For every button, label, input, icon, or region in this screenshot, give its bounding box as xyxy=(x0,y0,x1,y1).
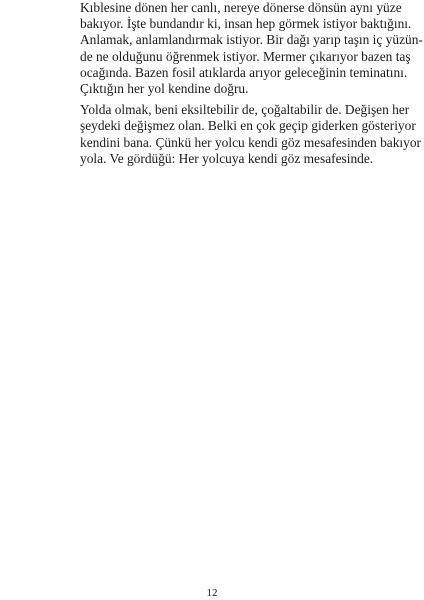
paragraph-1 xyxy=(80,0,423,97)
text-line: kendini bana. Çünkü her yolcu kendi göz mesafesinden bakıyor xyxy=(80,134,421,150)
text-line: Anlamak, anlamlandırmak istiyor. Bir dağı yarıp taşın iç yüzün- xyxy=(80,32,423,48)
body-text xyxy=(80,0,423,172)
text-line: Kıblesine dönen her canlı, nereye dönerse dönsün aynı yüze xyxy=(80,0,402,15)
text-line: yola. Ve gördüğü: Her yolcuya kendi göz mesafesinde. xyxy=(80,150,374,166)
text-line: Yolda olmak, beni eksiltebilir de, çoğaltabilir de. Değişen her xyxy=(80,102,410,118)
text-line: şeydeki değişmez olan. Belki en çok geçip giderken gösteriyor xyxy=(80,118,416,134)
text-line: bakıyor. İşte bundandır ki, insan hep görmek istiyor baktığını. xyxy=(80,16,412,32)
text-line: ocağında. Bazen fosil atıklarda arıyor geleceğinin teminatını. xyxy=(80,64,408,80)
text-line: Çıktığın her yol kendine doğru. xyxy=(80,81,249,97)
paragraph-2 xyxy=(80,102,421,167)
text-line: de ne olduğunu öğrenmek istiyor. Mermer çıkarıyor bazen taş xyxy=(80,48,411,64)
page-number: 12 xyxy=(206,587,218,599)
